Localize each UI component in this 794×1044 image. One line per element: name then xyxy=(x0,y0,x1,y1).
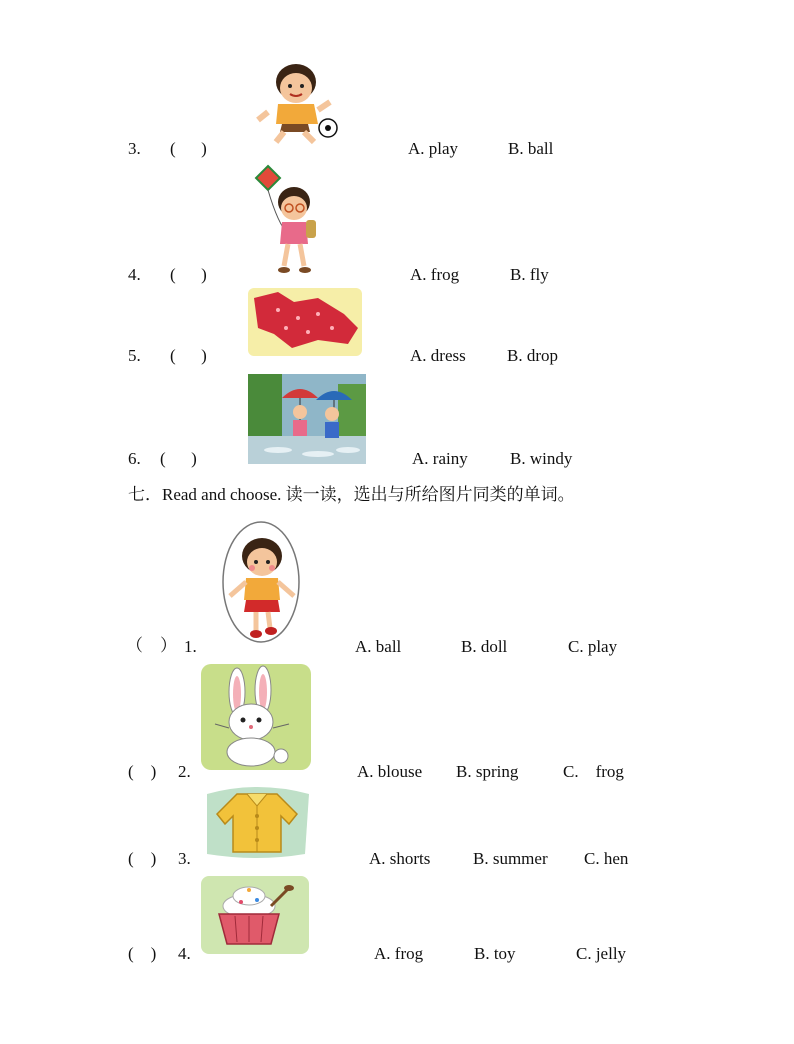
option-b[interactable]: B. fly xyxy=(510,265,549,284)
option-c[interactable]: C. frog xyxy=(563,762,624,781)
item-number: 4. xyxy=(128,265,141,284)
item-number: 1. xyxy=(184,637,197,656)
option-a[interactable]: A. dress xyxy=(410,346,466,365)
ice-cream-cup-icon xyxy=(201,876,309,954)
option-c[interactable]: C. jelly xyxy=(576,944,627,963)
boy-kicking-ball-icon xyxy=(248,62,342,148)
item-number: 5. xyxy=(128,346,141,365)
girl-jumping-rope-icon xyxy=(212,516,310,646)
option-a[interactable]: A. blouse xyxy=(357,762,423,781)
girl-flying-kite-icon xyxy=(248,164,326,276)
option-a[interactable]: A. frog xyxy=(374,944,424,963)
option-a[interactable]: A. ball xyxy=(355,637,402,656)
option-b[interactable]: B. summer xyxy=(473,849,548,868)
option-c[interactable]: C. hen xyxy=(584,849,629,868)
option-b[interactable]: B. windy xyxy=(510,449,573,468)
answer-blank[interactable]: （ ） xyxy=(126,636,177,655)
children-in-rain-icon xyxy=(248,374,366,464)
option-c[interactable]: C. play xyxy=(568,637,618,656)
yellow-jacket-icon xyxy=(201,784,313,860)
item-number: 4. xyxy=(178,944,191,963)
item-number: 3. xyxy=(128,139,141,158)
item-number: 2. xyxy=(178,762,191,781)
red-dress-icon xyxy=(248,288,362,356)
option-a[interactable]: A. frog xyxy=(410,265,460,284)
answer-blank[interactable]: ( ) xyxy=(128,944,157,963)
option-b[interactable]: B. ball xyxy=(508,139,554,158)
option-b[interactable]: B. toy xyxy=(474,944,516,963)
option-b[interactable]: B. spring xyxy=(456,762,519,781)
answer-blank[interactable]: ( ) xyxy=(170,139,207,158)
answer-blank[interactable]: ( ) xyxy=(128,762,157,781)
option-a[interactable]: A. rainy xyxy=(412,449,468,468)
section-heading: 七．Read and choose. 读一读，选出与所给图片同类的单词。 xyxy=(128,485,575,504)
answer-blank[interactable]: ( ) xyxy=(170,265,207,284)
option-a[interactable]: A. shorts xyxy=(369,849,431,868)
answer-blank[interactable]: ( ) xyxy=(128,849,157,868)
item-number: 3. xyxy=(178,849,191,868)
answer-blank[interactable]: ( ) xyxy=(170,346,207,365)
option-a[interactable]: A. play xyxy=(408,139,459,158)
option-b[interactable]: B. drop xyxy=(507,346,558,365)
answer-blank[interactable]: ( ) xyxy=(160,449,197,468)
rabbit-icon xyxy=(201,664,311,770)
option-b[interactable]: B. doll xyxy=(461,637,508,656)
item-number: 6. xyxy=(128,449,141,468)
